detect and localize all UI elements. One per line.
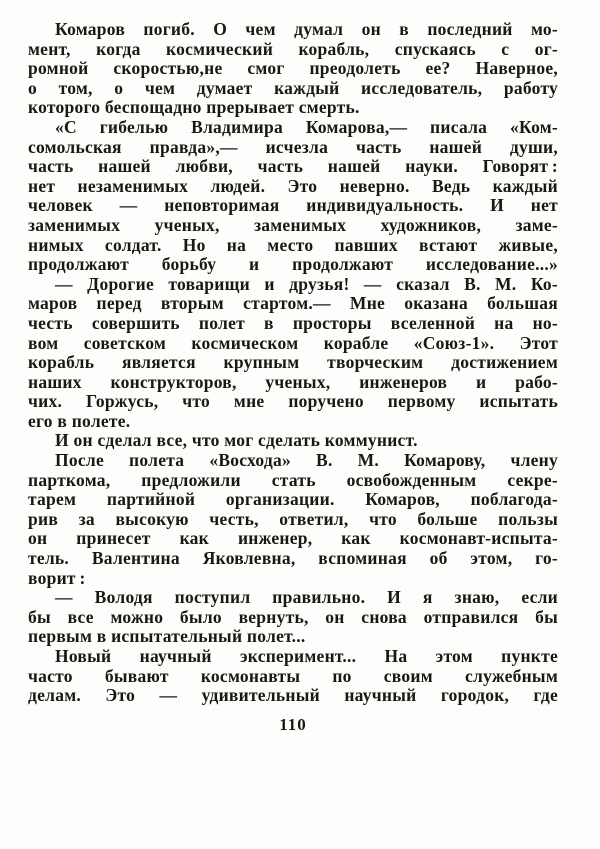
text-line: заменимых ученых, заменимых художников, заме-	[28, 214, 558, 235]
text-line: рив за высокую честь, ответил, что больше пользы	[28, 508, 558, 529]
text-line: Новый научный эксперимент... На этом пункте	[55, 646, 558, 666]
page-text	[28, 20, 558, 734]
page-number: 110	[279, 714, 307, 734]
text-line: тарем партийной организации. Комаров, поблагода-	[28, 489, 558, 510]
text-line: нет незаменимых людей. Это неверно. Ведь каждый	[28, 175, 558, 196]
text-line: которого беспощадно прерывает смерть.	[28, 97, 360, 118]
text-line: он принесет как инженер, как космонавт-испыта-	[28, 528, 558, 549]
text-line: маров перед вторым стартом.— Мне оказана большая	[28, 293, 558, 314]
text-line: Комаров погиб. О чем думал он в последний мо-	[55, 19, 558, 39]
text-line: сомольская правда»,— исчезла часть нашей души,	[28, 136, 558, 157]
text-line: первым в испытательный полет...	[28, 626, 306, 647]
text-line: корабль является крупным творческим достижением	[28, 352, 558, 373]
text-line: часто бывают космонавты по своим служебным	[28, 665, 558, 686]
text-line: о том, о чем думает каждый исследователь, работу	[28, 77, 558, 98]
text-line: делам. Это — удивительный научный городок, где	[28, 685, 558, 706]
text-line: человек — неповторимая индивидуальность. И нет	[28, 195, 558, 216]
text-line: мент, когда космический корабль, спускаясь с ог-	[28, 38, 558, 59]
text-line: тель. Валентина Яковлевна, вспоминая об этом, го-	[28, 548, 558, 569]
text-line: парткома, предложили стать освобожденным секре-	[28, 469, 558, 490]
text-line: «С гибелью Владимира Комарова,— писала «Ком-	[55, 116, 558, 137]
text-line: чих. Горжусь, что мне поручено первому испытать	[28, 391, 558, 412]
text-line: — Володя поступил правильно. И я знаю, если	[55, 587, 558, 608]
text-line: И он сделал все, что мог сделать коммунист.	[55, 430, 418, 451]
text-line: нимых солдат. Но на место павших встают живые,	[28, 234, 558, 255]
text-line: продолжают борьбу и продолжают исследование...»	[28, 254, 558, 275]
text-line: наших конструкторов, ученых, инженеров и рабо-	[28, 371, 558, 392]
text-line: вом советском космическом корабле «Союз-1». Этот	[28, 332, 558, 353]
text-line: ромной скоростью,не смог преодолеть ее? Наверное,	[28, 58, 558, 79]
text-line: После полета «Восхода» В. М. Комарову, члену	[55, 450, 558, 471]
text-line: честь совершить полет в просторы вселенной на но-	[28, 312, 558, 333]
text-line: бы все можно было вернуть, он снова отправился бы	[28, 606, 558, 627]
text-line: ворит :	[28, 567, 86, 588]
text-line: часть нашей любви, часть нашей науки. Говорят :	[28, 156, 558, 177]
text-line: его в полете.	[28, 410, 131, 431]
text-line: — Дорогие товарищи и друзья! — сказал В. М. Ко-	[55, 273, 558, 294]
